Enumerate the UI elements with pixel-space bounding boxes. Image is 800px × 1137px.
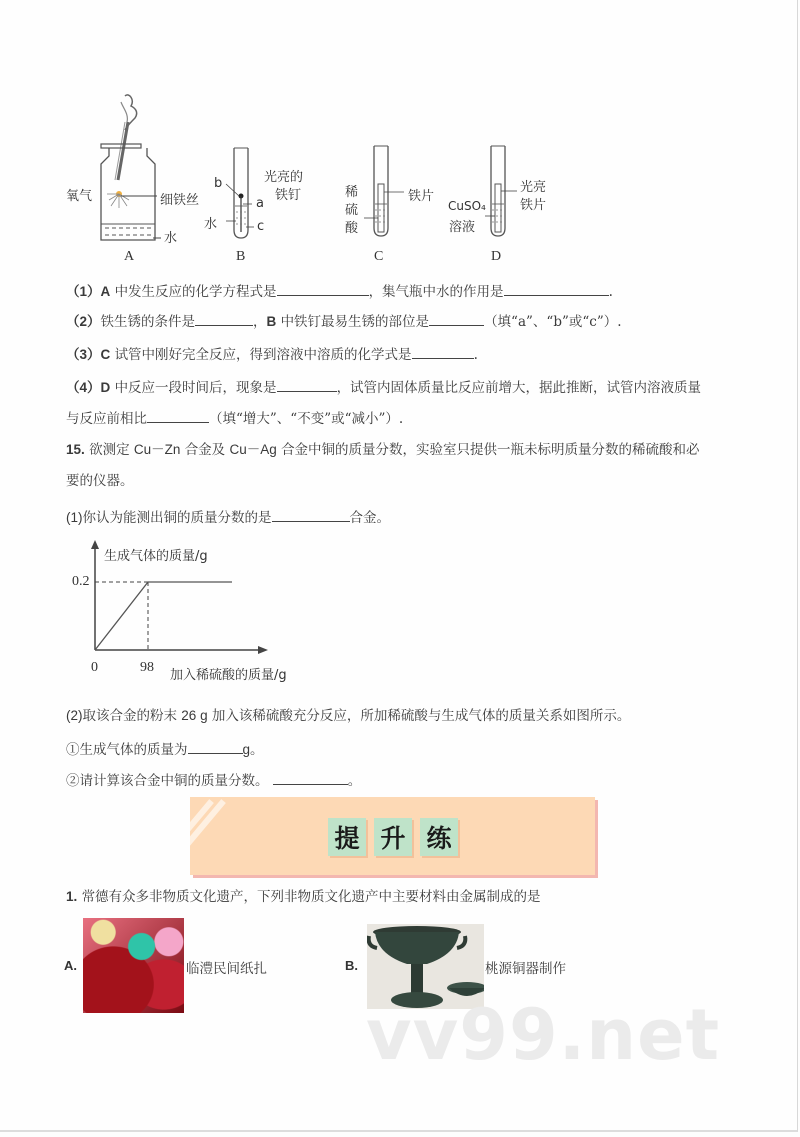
label-dilute-3: 酸 — [345, 221, 359, 236]
q14-part1: （1）A 中发生反应的化学方程式是 ，集气瓶中水的作用是 . — [66, 281, 613, 301]
label-iron-wire: 细铁丝 — [160, 193, 200, 208]
q1-stem: 1. 常德有众多非物质文化遗产，下列非物质文化遗产中主要材料由金属制成的是 — [66, 889, 541, 905]
watermark: vv99.net — [366, 994, 721, 1076]
answer-blank-copper-fraction[interactable] — [273, 770, 348, 785]
option-a-text: 临澧民间纸扎 — [186, 961, 267, 977]
answer-blank-water-role[interactable] — [504, 281, 609, 296]
q14-part4-cont: 与反应前相比 （填“增大”、“不变”或“减小”）. — [66, 408, 403, 428]
answer-blank-phenomenon[interactable] — [277, 377, 337, 392]
gas-mass-series — [95, 582, 232, 650]
test-tube-c — [370, 146, 410, 241]
label-dilute-2: 硫 — [345, 203, 359, 218]
label-c: c — [257, 219, 265, 234]
label-a: a — [256, 196, 264, 211]
diagram-letter-a: A — [124, 249, 135, 264]
answer-blank-solution-mass[interactable] — [147, 408, 209, 423]
q15-stem-cont: 要的仪器。 — [66, 473, 134, 489]
option-b-text: 桃源铜器制作 — [485, 961, 566, 977]
label-b: b — [214, 176, 223, 191]
banner-char-1: 提 — [328, 818, 366, 856]
gas-bottle-illustration — [95, 92, 165, 242]
diagram-letter-b: B — [236, 249, 246, 264]
option-a-letter: A. — [64, 958, 77, 973]
option-b-letter: B. — [345, 958, 358, 973]
q15-stem: 15. 欲测定 Cu－Zn 合金及 Cu－Ag 合金中铜的质量分数，实验室只提供一瓶未标明质量分数的稀硫酸和必 — [66, 442, 700, 458]
answer-blank-rust-condition[interactable] — [195, 311, 253, 326]
paper-craft-image — [83, 918, 184, 1013]
label-water-b: 水 — [204, 217, 218, 232]
q15-sub1: ①生成气体的质量为 g。 — [66, 739, 264, 759]
label-bright-1: 光亮 — [520, 180, 547, 195]
diagram-letter-c: C — [374, 249, 384, 264]
banner-char-3: 练 — [420, 818, 458, 856]
chart-ylabel: 生成气体的质量/g — [104, 549, 208, 564]
q15-part2: (2)取该合金的粉末 26 g 加入该稀硫酸充分反应，所加稀硫酸与生成气体的质量关系如图所示。 — [66, 708, 631, 724]
answer-blank-gas-mass[interactable] — [188, 739, 243, 754]
q14-part2: （2）铁生锈的条件是 ，B 中铁钉最易生锈的部位是 （填“a”、“b”或“c”）. — [66, 311, 622, 331]
chart-ytick-0-2: 0.2 — [72, 574, 90, 589]
q14-part4: （4）D 中反应一段时间后，现象是 ，试管内固体质量比反应前增大，据此推断，试管内溶液质量 — [66, 377, 701, 397]
label-water-a: 水 — [164, 231, 178, 246]
answer-blank-rust-position[interactable] — [429, 311, 484, 326]
q15-part1: (1)你认为能测出铜的质量分数的是 合金。 — [66, 507, 390, 527]
chart-xlabel: 加入稀硫酸的质量/g — [170, 668, 287, 683]
label-oxygen: 氧气 — [66, 189, 93, 204]
diagram-letter-d: D — [491, 249, 502, 264]
label-dilute-1: 稀 — [345, 185, 359, 200]
answer-blank-alloy[interactable] — [272, 507, 350, 522]
banner-char-2: 升 — [374, 818, 412, 856]
q15-sub2: ②请计算该合金中铜的质量分数。 。 — [66, 770, 361, 790]
label-cuso4: CuSO₄ — [448, 199, 486, 213]
answer-blank-solute-formula[interactable] — [412, 344, 474, 359]
answer-blank-equation[interactable] — [277, 281, 369, 296]
label-solution: 溶液 — [449, 220, 476, 235]
label-bright-nail-2: 铁钉 — [275, 188, 302, 203]
section-banner-improvement-practice — [190, 797, 595, 875]
chart-xtick-98: 98 — [140, 660, 154, 675]
q14-part3: （3）C 试管中刚好完全反应，得到溶液中溶质的化学式是 . — [66, 344, 478, 364]
label-iron-sheet-c: 铁片 — [408, 189, 435, 204]
label-bright-nail-1: 光亮的 — [264, 170, 304, 185]
label-bright-2: 铁片 — [520, 198, 547, 213]
chart-xtick-0: 0 — [91, 660, 98, 675]
